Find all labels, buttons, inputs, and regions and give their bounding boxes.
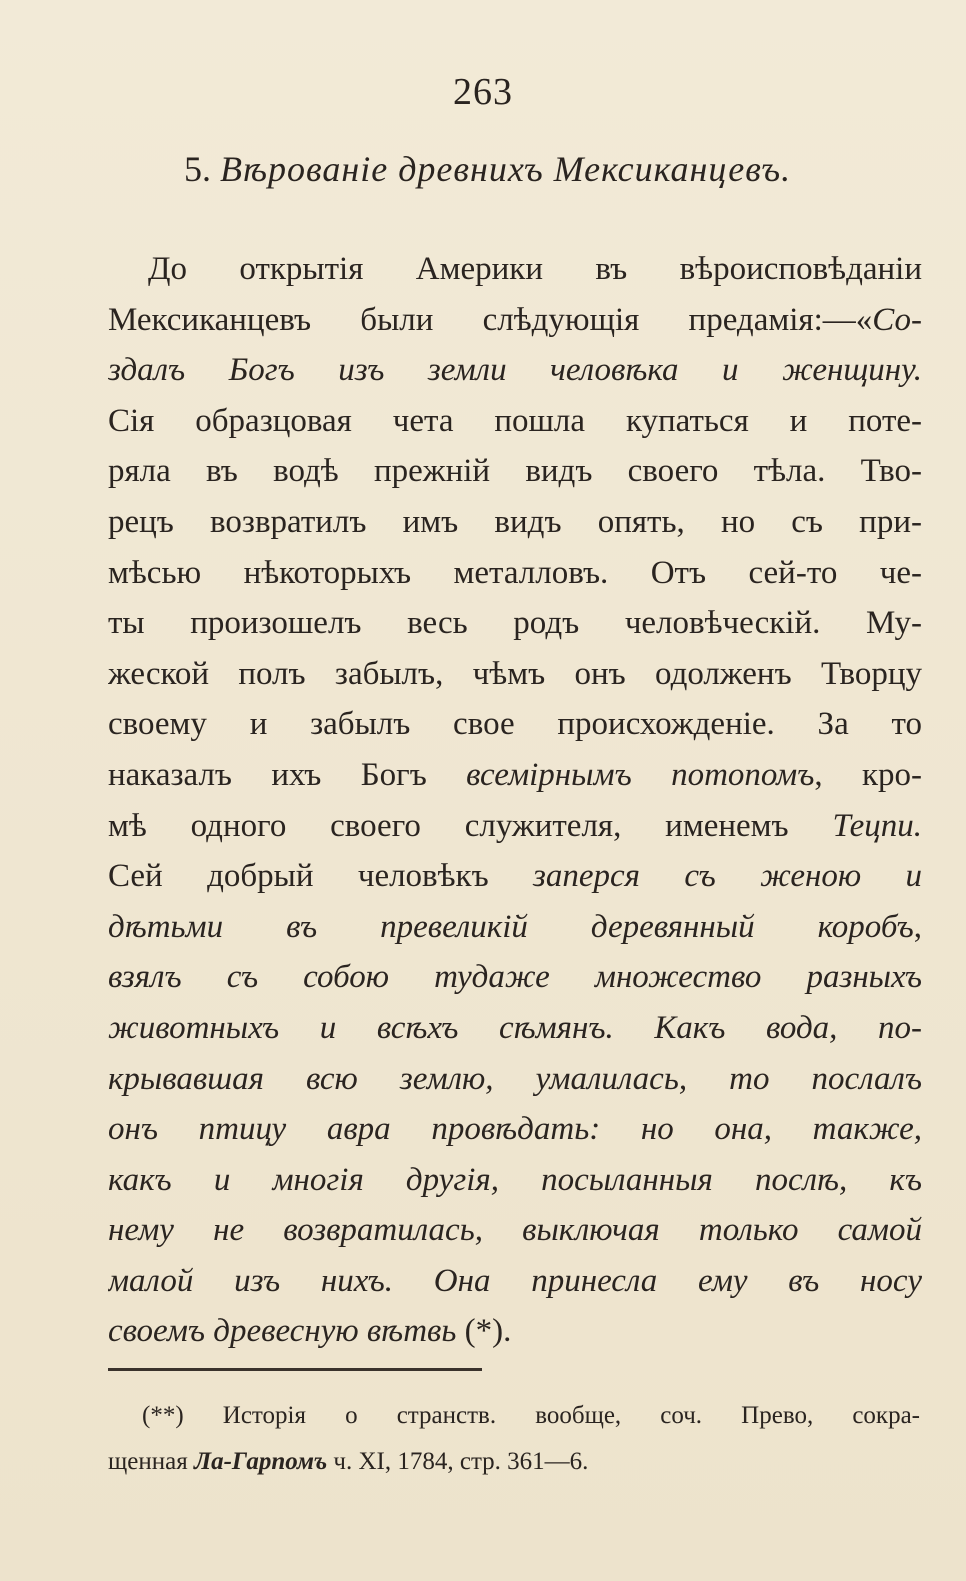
text-segment: рецъ возвратилъ имъ видъ опять, но съ при- bbox=[108, 503, 922, 540]
paragraph-line bbox=[108, 1256, 922, 1307]
paragraph-line bbox=[108, 1054, 922, 1105]
paragraph-line bbox=[108, 952, 922, 1003]
text-segment: До открытія Америки въ вѣроисповѣданіи bbox=[148, 251, 922, 287]
page-number: 263 bbox=[453, 71, 513, 113]
footnote-line bbox=[108, 1393, 920, 1439]
italic-text: крывавшая всю землю, умалилась, то послалъ bbox=[108, 1060, 922, 1097]
section-number: 5. bbox=[184, 149, 211, 189]
italic-text: заперся съ женою и bbox=[533, 858, 922, 895]
italic-text: нему не возвратилась, выключая только самой bbox=[108, 1212, 922, 1249]
text-segment: своему и забылъ свое происхожденіе. За то bbox=[108, 706, 922, 743]
text-segment: Сія образцовая чета пошла купаться и поте- bbox=[108, 402, 922, 439]
paragraph-line bbox=[108, 1205, 922, 1256]
text-segment: мѣ одного своего служителя, именемъ bbox=[108, 807, 833, 844]
paragraph-line bbox=[108, 1104, 922, 1155]
italic-text: взялъ съ собою тудаже множество разныхъ bbox=[108, 959, 922, 996]
paragraph-line bbox=[108, 649, 922, 700]
text-segment: жеской полъ забылъ, чѣмъ онъ одолженъ Творцу bbox=[108, 655, 922, 692]
italic-text: малой изъ нихъ. Она принесла ему въ носу bbox=[108, 1262, 922, 1299]
paragraph-line bbox=[108, 699, 922, 750]
italic-text: своемъ древесную вѣтвь bbox=[108, 1313, 457, 1350]
paragraph-line bbox=[108, 548, 922, 599]
italic-text: всемірнымъ потопомъ bbox=[466, 756, 815, 793]
text-segment: , bbox=[913, 908, 922, 945]
paragraph-line bbox=[108, 851, 922, 902]
paragraph-line bbox=[108, 902, 922, 953]
paragraph-line bbox=[108, 801, 922, 852]
footnote bbox=[108, 1393, 920, 1485]
text-segment: Мексиканцевъ были слѣдующія предамія:—« bbox=[108, 301, 873, 338]
italic-text: онъ птицу авра провѣдать: но она, также, bbox=[108, 1111, 922, 1148]
italic-text: Тецпи. bbox=[832, 807, 922, 844]
text-segment: , кро- bbox=[814, 756, 922, 793]
text-segment: щенная bbox=[108, 1448, 194, 1475]
italic-text: Ла-Гарпомъ bbox=[193, 1448, 328, 1475]
paragraph-line bbox=[108, 446, 922, 497]
section-title: Вѣрованіе древнихъ Мексиканцевъ. bbox=[220, 149, 792, 189]
text-segment: ты произошелъ весь родъ человѣческій. Му- bbox=[108, 605, 922, 642]
italic-text: дѣтьми въ превеликій деревянный коробъ bbox=[108, 908, 914, 945]
text-segment: Сей добрый человѣкъ bbox=[108, 858, 534, 895]
paragraph-line bbox=[108, 750, 922, 801]
italic-text: Со- bbox=[872, 301, 922, 338]
italic-text: какъ и многія другія, посыланныя послѣ, къ bbox=[108, 1161, 922, 1198]
paragraph-line bbox=[108, 396, 922, 447]
paragraph bbox=[108, 244, 922, 1357]
text-segment: мѣсью нѣкоторыхъ металловъ. Отъ сей-то че- bbox=[108, 554, 922, 591]
text-segment: ряла въ водѣ прежній видъ своего тѣла. Тво- bbox=[108, 453, 922, 490]
text-segment: (**) Исторія о странств. вообще, соч. Прево, сокра- bbox=[142, 1402, 920, 1429]
paragraph-line bbox=[108, 1306, 922, 1357]
italic-text: животныхъ и всѣхъ сѣмянъ. Какъ вода, по- bbox=[108, 1009, 922, 1046]
paragraph-line bbox=[108, 497, 922, 548]
text-segment: ч. XI, 1784, стр. 361—6. bbox=[327, 1448, 589, 1475]
paragraph-line bbox=[108, 244, 922, 295]
paragraph-line bbox=[108, 345, 922, 396]
section-heading bbox=[184, 148, 791, 190]
footnote-divider bbox=[108, 1368, 482, 1371]
paragraph-line bbox=[108, 1155, 922, 1206]
footnote-line bbox=[108, 1439, 920, 1485]
text-segment: (*). bbox=[456, 1313, 512, 1350]
paragraph-line bbox=[108, 1003, 922, 1054]
paragraph-line bbox=[108, 598, 922, 649]
text-segment: наказалъ ихъ Богъ bbox=[108, 756, 467, 793]
italic-text: здалъ Богъ изъ земли человѣка и женщину. bbox=[108, 352, 922, 389]
paragraph-line bbox=[108, 295, 922, 346]
